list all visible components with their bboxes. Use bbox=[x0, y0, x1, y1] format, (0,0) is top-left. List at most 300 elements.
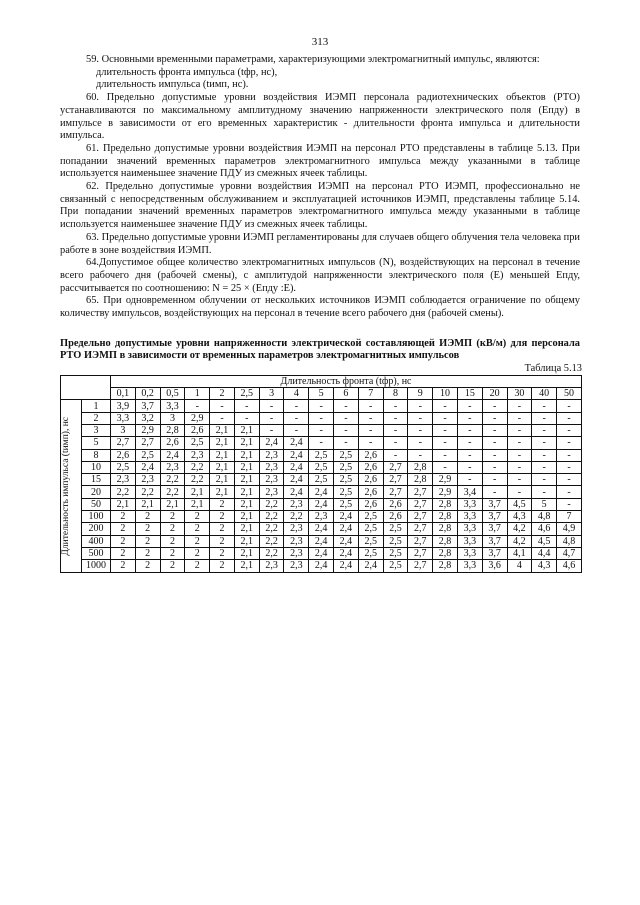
table-row bbox=[61, 424, 582, 436]
table-cell: 2,1 bbox=[111, 498, 136, 510]
table-header-row bbox=[61, 375, 582, 387]
table-cell: 2,5 bbox=[383, 547, 408, 559]
table-cell: 2,9 bbox=[433, 474, 458, 486]
table-cell: - bbox=[507, 461, 532, 473]
table-cell: 2,1 bbox=[185, 486, 210, 498]
table-cell: 4,3 bbox=[507, 511, 532, 523]
table-cell: 2 bbox=[210, 523, 235, 535]
table-row bbox=[61, 461, 582, 473]
table-cell: 2,4 bbox=[135, 461, 160, 473]
table-cell: 3,3 bbox=[457, 560, 482, 572]
front-value-header: 15 bbox=[457, 388, 482, 400]
table-cell: 2,5 bbox=[334, 486, 359, 498]
page-number: 313 bbox=[311, 36, 329, 48]
table-cell: 2 bbox=[160, 535, 185, 547]
table-cell: - bbox=[383, 424, 408, 436]
table-cell: - bbox=[532, 437, 557, 449]
table-row bbox=[61, 437, 582, 449]
table-cell: 2 bbox=[210, 511, 235, 523]
table-row bbox=[61, 498, 582, 510]
pulse-duration-value: 400 bbox=[82, 535, 111, 547]
list-item: длительность импульса (tимп, нс). bbox=[96, 79, 249, 91]
table-cell: - bbox=[557, 474, 582, 486]
table-cell: 2,7 bbox=[408, 498, 433, 510]
table-cell: 2,3 bbox=[284, 498, 309, 510]
table-cell: 4,4 bbox=[532, 547, 557, 559]
table-cell: - bbox=[408, 412, 433, 424]
table-cell: 2,6 bbox=[358, 461, 383, 473]
table-cell: 2,7 bbox=[408, 511, 433, 523]
table-cell: - bbox=[259, 400, 284, 412]
table-cell: - bbox=[408, 449, 433, 461]
table-cell: 2,4 bbox=[284, 486, 309, 498]
table-cell: 2,4 bbox=[309, 547, 334, 559]
pulse-duration-header bbox=[61, 400, 82, 572]
table-cell: - bbox=[532, 486, 557, 498]
front-value-header: 2 bbox=[210, 388, 235, 400]
table-cell: 2 bbox=[185, 560, 210, 572]
table-cell: - bbox=[482, 400, 507, 412]
table-cell: 2,1 bbox=[210, 474, 235, 486]
front-value-header: 2,5 bbox=[234, 388, 259, 400]
table-cell: 2,2 bbox=[135, 486, 160, 498]
table-cell: 2,2 bbox=[259, 535, 284, 547]
table-cell: 2,5 bbox=[383, 535, 408, 547]
table-cell: 2,3 bbox=[259, 474, 284, 486]
table-cell: 3,9 bbox=[111, 400, 136, 412]
front-value-header: 20 bbox=[482, 388, 507, 400]
table-cell: 2,1 bbox=[210, 437, 235, 449]
table-cell: - bbox=[433, 400, 458, 412]
table-cell: - bbox=[457, 437, 482, 449]
table-row bbox=[61, 511, 582, 523]
table-cell: - bbox=[557, 412, 582, 424]
table-cell: - bbox=[408, 400, 433, 412]
table-cell: 2,1 bbox=[210, 449, 235, 461]
table-cell: 2,3 bbox=[111, 474, 136, 486]
table-cell: 2,5 bbox=[185, 437, 210, 449]
table-cell: 2,4 bbox=[334, 547, 359, 559]
table-cell: 2,4 bbox=[309, 523, 334, 535]
table-cell: - bbox=[334, 412, 359, 424]
table-cell: - bbox=[482, 474, 507, 486]
table-cell: 2,1 bbox=[234, 461, 259, 473]
front-value-header: 9 bbox=[408, 388, 433, 400]
table-cell: - bbox=[284, 400, 309, 412]
table-cell: 2,8 bbox=[433, 535, 458, 547]
pulse-duration-value: 10 bbox=[82, 461, 111, 473]
table-cell: 2 bbox=[135, 535, 160, 547]
table-cell: - bbox=[532, 449, 557, 461]
table-cell: 2,5 bbox=[111, 461, 136, 473]
table-cell: - bbox=[433, 437, 458, 449]
table-cell: 2,1 bbox=[210, 461, 235, 473]
table-cell: 2,2 bbox=[284, 511, 309, 523]
table-cell: - bbox=[557, 461, 582, 473]
table-cell: 3 bbox=[160, 412, 185, 424]
table-cell: 3,2 bbox=[135, 412, 160, 424]
table-cell: 2,8 bbox=[433, 523, 458, 535]
table-cell: - bbox=[457, 400, 482, 412]
front-value-header: 40 bbox=[532, 388, 557, 400]
table-cell: - bbox=[482, 461, 507, 473]
table-cell: 2,9 bbox=[185, 412, 210, 424]
table-cell: 2,4 bbox=[309, 560, 334, 572]
front-value-header: 1 bbox=[185, 388, 210, 400]
table-cell: - bbox=[210, 412, 235, 424]
pulse-duration-value: 20 bbox=[82, 486, 111, 498]
table-cell: 2 bbox=[160, 523, 185, 535]
table-label: Таблица 5.13 bbox=[524, 362, 582, 374]
table-cell: 2,8 bbox=[160, 424, 185, 436]
table-cell: - bbox=[433, 424, 458, 436]
table-cell: 2,5 bbox=[383, 523, 408, 535]
table-cell: - bbox=[482, 424, 507, 436]
table-cell: 3,3 bbox=[457, 535, 482, 547]
table-cell: 2,7 bbox=[383, 474, 408, 486]
table-cell: - bbox=[334, 400, 359, 412]
table-cell: 2 bbox=[111, 535, 136, 547]
table-cell: 3,4 bbox=[457, 486, 482, 498]
pulse-duration-value: 8 bbox=[82, 449, 111, 461]
table-row bbox=[61, 535, 582, 547]
table-cell: 2,6 bbox=[358, 486, 383, 498]
table-cell: 2,4 bbox=[309, 486, 334, 498]
table-cell: - bbox=[482, 449, 507, 461]
pulse-duration-value: 1 bbox=[82, 400, 111, 412]
body-text bbox=[60, 54, 580, 321]
table-cell: 2,6 bbox=[185, 424, 210, 436]
table-cell: - bbox=[532, 412, 557, 424]
table-cell: 2 bbox=[135, 560, 160, 572]
table-cell: 2 bbox=[160, 511, 185, 523]
table-cell: 2,2 bbox=[259, 498, 284, 510]
table-cell: 2,2 bbox=[185, 461, 210, 473]
table-cell: 2,8 bbox=[433, 547, 458, 559]
table-cell: 2,4 bbox=[284, 461, 309, 473]
table-cell: 4,2 bbox=[507, 535, 532, 547]
table-cell: 2,9 bbox=[433, 486, 458, 498]
front-value-header: 0,5 bbox=[160, 388, 185, 400]
table-cell: 2,3 bbox=[284, 535, 309, 547]
table-cell: - bbox=[457, 412, 482, 424]
table-cell: - bbox=[358, 400, 383, 412]
table-cell: - bbox=[482, 486, 507, 498]
table-cell: 2 bbox=[210, 498, 235, 510]
table-cell: - bbox=[507, 412, 532, 424]
table-cell: 2,4 bbox=[334, 535, 359, 547]
table-cell: 2,1 bbox=[210, 486, 235, 498]
table-cell: 2,5 bbox=[358, 535, 383, 547]
table-cell: - bbox=[532, 400, 557, 412]
paragraph: 62. Предельно допустимые уровни воздействия ИЭМП на персонал РТО ИЭМП, профессионально не связанный с непосредственным обслуживанием и эксплуатацией источников ИЭМП, представлены таблице 5.14. При попадании значений временных параметров электромагнитного импульса между указанными в таблице используется наименьшее значение ПДУ из смежных ячеек таблицы. bbox=[60, 181, 580, 231]
table-cell: 2,1 bbox=[234, 437, 259, 449]
table-cell: 2,3 bbox=[259, 449, 284, 461]
table-cell: 2,1 bbox=[234, 535, 259, 547]
table-cell: 3,6 bbox=[482, 560, 507, 572]
table-cell: 2 bbox=[135, 523, 160, 535]
table-cell: 2,4 bbox=[334, 560, 359, 572]
table-cell: 2,7 bbox=[408, 486, 433, 498]
table-cell: - bbox=[334, 424, 359, 436]
table-cell: 4,2 bbox=[507, 523, 532, 535]
table-cell: - bbox=[408, 437, 433, 449]
table-cell: 2,3 bbox=[284, 547, 309, 559]
table-cell: 2,8 bbox=[433, 498, 458, 510]
table-cell: - bbox=[408, 424, 433, 436]
table-cell: - bbox=[557, 449, 582, 461]
paragraph: 59. Основными временными параметрами, характеризующими электромагнитный импульс, являются: bbox=[86, 54, 540, 65]
table-cell: - bbox=[482, 412, 507, 424]
table-cell: 2,5 bbox=[334, 474, 359, 486]
table-cell: - bbox=[557, 400, 582, 412]
table-cell: - bbox=[259, 412, 284, 424]
table-cell: 2,2 bbox=[259, 511, 284, 523]
table-cell: 3,3 bbox=[457, 523, 482, 535]
table-cell: 2,3 bbox=[284, 560, 309, 572]
table-cell: 2,1 bbox=[234, 486, 259, 498]
table-cell: 2,1 bbox=[234, 424, 259, 436]
table-cell: 2,1 bbox=[234, 511, 259, 523]
table-cell: - bbox=[507, 474, 532, 486]
table-cell: 2,4 bbox=[284, 449, 309, 461]
table-cell: 2,6 bbox=[358, 474, 383, 486]
limits-table bbox=[60, 375, 582, 573]
table-cell: 2,4 bbox=[160, 449, 185, 461]
table-cell: 2,2 bbox=[259, 547, 284, 559]
table-cell: 3,7 bbox=[482, 511, 507, 523]
table-cell: 2,5 bbox=[383, 560, 408, 572]
table-cell: 2 bbox=[210, 547, 235, 559]
table-cell: - bbox=[507, 437, 532, 449]
table-cell: - bbox=[557, 498, 582, 510]
table-cell: 2,2 bbox=[160, 474, 185, 486]
table-cell: 2,7 bbox=[408, 523, 433, 535]
table-cell: - bbox=[284, 412, 309, 424]
front-values-row bbox=[61, 388, 582, 400]
table-row bbox=[61, 560, 582, 572]
table-cell: 2,5 bbox=[358, 511, 383, 523]
table-cell: 4,1 bbox=[507, 547, 532, 559]
table-cell: 2,4 bbox=[334, 511, 359, 523]
paragraph: 60. Предельно допустимые уровни воздействия ИЭМП персонала радиотехнических объектов (РТО) устанавливаются по максимальному амплитудному значению напряженности электрического поля (Eпду) в импульсе в зависимости от его временных характеристик - длительности фронта импульса и длительности импульса. bbox=[60, 92, 580, 142]
table-cell: - bbox=[507, 400, 532, 412]
table-row bbox=[61, 523, 582, 535]
table-caption: Предельно допустимые уровни напряженности электрической составляющей ИЭМП (кВ/м) для персонала РТО ИЭМП в зависимости от временных параметров электромагнитных импульсов bbox=[60, 337, 580, 362]
table-cell: - bbox=[507, 449, 532, 461]
table-cell: 2,2 bbox=[259, 523, 284, 535]
table-cell: 2,1 bbox=[234, 523, 259, 535]
table-cell: - bbox=[383, 400, 408, 412]
table-cell: 3,3 bbox=[457, 498, 482, 510]
table-cell: 3,7 bbox=[482, 547, 507, 559]
table-cell: 2,1 bbox=[234, 547, 259, 559]
table-cell: 2 bbox=[185, 511, 210, 523]
table-cell: - bbox=[433, 449, 458, 461]
table-cell: 2,6 bbox=[358, 449, 383, 461]
table-cell: 2,7 bbox=[408, 547, 433, 559]
table-cell: 5 bbox=[532, 498, 557, 510]
table-cell: - bbox=[358, 412, 383, 424]
table-cell: 2,4 bbox=[309, 498, 334, 510]
table-cell: 3,7 bbox=[482, 498, 507, 510]
paragraph: 61. Предельно допустимые уровни воздействия ИЭМП на персонал РТО представлены в таблице 5.13. При попадании значений временных параметров электромагнитного импульса между указанными в таблице используется наименьшее значение ПДУ из смежных ячеек таблицы. bbox=[60, 142, 580, 180]
table-cell: 4,6 bbox=[557, 560, 582, 572]
front-value-header: 8 bbox=[383, 388, 408, 400]
front-value-header: 30 bbox=[507, 388, 532, 400]
paragraph: 64.Допустимое общее количество электромагнитных импульсов (N), воздействующих на персонал в течение всего рабочего дня (рабочей смены), с амплитудой напряженности электрического поля (E) меньшей Eпду, рассчитывается по соотношению: N = 25 × (Eпду :E). bbox=[60, 257, 580, 294]
table-cell: 2,6 bbox=[160, 437, 185, 449]
table-cell: - bbox=[557, 424, 582, 436]
table-cell: 2,7 bbox=[408, 560, 433, 572]
table-cell: 2,4 bbox=[309, 535, 334, 547]
table-cell: - bbox=[507, 424, 532, 436]
table-cell: - bbox=[383, 449, 408, 461]
table-cell: 2,5 bbox=[358, 523, 383, 535]
table-cell: 2 bbox=[160, 560, 185, 572]
table-cell: - bbox=[309, 412, 334, 424]
front-value-header: 7 bbox=[358, 388, 383, 400]
table-cell: 2 bbox=[111, 547, 136, 559]
table-cell: 2,5 bbox=[135, 449, 160, 461]
table-cell: 4,6 bbox=[532, 523, 557, 535]
table-cell: 3,7 bbox=[482, 523, 507, 535]
table-cell: 2,8 bbox=[408, 474, 433, 486]
table-cell: - bbox=[210, 400, 235, 412]
pulse-duration-value: 500 bbox=[82, 547, 111, 559]
table-cell: - bbox=[383, 412, 408, 424]
table-cell: 2 bbox=[160, 547, 185, 559]
table-cell: - bbox=[532, 474, 557, 486]
table-cell: 2,1 bbox=[234, 474, 259, 486]
table-cell: - bbox=[482, 437, 507, 449]
table-row bbox=[61, 474, 582, 486]
table-cell: 2,4 bbox=[334, 523, 359, 535]
table-cell: - bbox=[557, 486, 582, 498]
table-cell: - bbox=[234, 400, 259, 412]
table-cell: 2 bbox=[210, 535, 235, 547]
front-value-header: 6 bbox=[334, 388, 359, 400]
table-cell: - bbox=[457, 424, 482, 436]
table-cell: 2 bbox=[135, 511, 160, 523]
table-cell: 2,7 bbox=[135, 437, 160, 449]
table-cell: 2,5 bbox=[334, 449, 359, 461]
front-value-header: 0,2 bbox=[135, 388, 160, 400]
table-cell: 2,4 bbox=[358, 560, 383, 572]
table-cell: 3,3 bbox=[457, 511, 482, 523]
table-cell: - bbox=[309, 400, 334, 412]
pulse-duration-value: 50 bbox=[82, 498, 111, 510]
table-cell: - bbox=[457, 449, 482, 461]
table-cell: 2,1 bbox=[135, 498, 160, 510]
table-cell: 2,2 bbox=[160, 486, 185, 498]
table-cell: 2,3 bbox=[284, 523, 309, 535]
table-cell: 3,3 bbox=[160, 400, 185, 412]
table-cell: 2,7 bbox=[383, 486, 408, 498]
table-cell: 2,4 bbox=[284, 474, 309, 486]
table-cell: 2,6 bbox=[358, 498, 383, 510]
table-cell: 2,3 bbox=[259, 560, 284, 572]
table-cell: 2,3 bbox=[185, 449, 210, 461]
table-row bbox=[61, 449, 582, 461]
table-cell: 7 bbox=[557, 511, 582, 523]
table-cell: 3 bbox=[111, 424, 136, 436]
table-cell: 2,1 bbox=[185, 498, 210, 510]
table-cell: 4,7 bbox=[557, 547, 582, 559]
table-cell: - bbox=[532, 424, 557, 436]
table-cell: 2,3 bbox=[259, 486, 284, 498]
pulse-duration-value: 3 bbox=[82, 424, 111, 436]
paragraph: 65. При одновременном облучении от нескольких источников ИЭМП соблюдается ограничение по общему количеству импульсов, воздействующих на персонал в течение всего рабочего дня (рабочей смены). bbox=[60, 295, 580, 320]
table-cell: 2,3 bbox=[160, 461, 185, 473]
front-value-header: 50 bbox=[557, 388, 582, 400]
table-row bbox=[61, 547, 582, 559]
table-cell: 2,1 bbox=[234, 498, 259, 510]
table-cell: - bbox=[433, 461, 458, 473]
table-cell: - bbox=[309, 424, 334, 436]
table-cell: - bbox=[532, 461, 557, 473]
front-duration-header: Длительность фронта (tфр), нс bbox=[111, 375, 582, 387]
list-item: длительность фронта импульса (tфр, нс), bbox=[96, 66, 278, 78]
table-cell: 2,2 bbox=[111, 486, 136, 498]
table-cell: 2,4 bbox=[259, 437, 284, 449]
pulse-duration-value: 15 bbox=[82, 474, 111, 486]
table-cell: 3,7 bbox=[135, 400, 160, 412]
front-value-header: 5 bbox=[309, 388, 334, 400]
table-cell: 2,6 bbox=[383, 511, 408, 523]
pulse-duration-label: Длительность импульса (tимп), нс bbox=[61, 416, 71, 556]
table-cell: 3,7 bbox=[482, 535, 507, 547]
front-value-header: 3 bbox=[259, 388, 284, 400]
table-cell: 2 bbox=[111, 523, 136, 535]
table-cell: - bbox=[284, 424, 309, 436]
table-cell: 4,8 bbox=[532, 511, 557, 523]
table-cell: 2,7 bbox=[408, 535, 433, 547]
table-cell: 4,5 bbox=[507, 498, 532, 510]
table-corner-cell bbox=[61, 375, 111, 400]
table-cell: 2 bbox=[185, 523, 210, 535]
table-cell: - bbox=[358, 437, 383, 449]
table-cell: 2,7 bbox=[383, 461, 408, 473]
table-cell: 2,5 bbox=[334, 461, 359, 473]
table-cell: - bbox=[234, 412, 259, 424]
table-cell: 4,5 bbox=[532, 535, 557, 547]
table-cell: - bbox=[507, 486, 532, 498]
table-cell: 4,9 bbox=[557, 523, 582, 535]
table-cell: 2,8 bbox=[433, 511, 458, 523]
paragraph: 63. Предельно допустимые уровни ИЭМП регламентированы для случаев общего облучения тела человека при работе в зоне воздействия ИЭМП. bbox=[60, 231, 580, 256]
table-cell: - bbox=[259, 424, 284, 436]
table-cell: 2,1 bbox=[160, 498, 185, 510]
table-cell: 2,6 bbox=[111, 449, 136, 461]
table-cell: - bbox=[457, 461, 482, 473]
table-cell: 2 bbox=[111, 560, 136, 572]
table-cell: 2 bbox=[111, 511, 136, 523]
table-cell: 2,5 bbox=[358, 547, 383, 559]
table-cell: 2,8 bbox=[433, 560, 458, 572]
table-cell: 4,3 bbox=[532, 560, 557, 572]
table-cell: 2,9 bbox=[135, 424, 160, 436]
table-cell: 2,6 bbox=[383, 498, 408, 510]
table-cell: 2,3 bbox=[259, 461, 284, 473]
table-cell: 2,5 bbox=[309, 449, 334, 461]
table-cell: 2,5 bbox=[334, 498, 359, 510]
table-cell: 2,1 bbox=[234, 449, 259, 461]
table-cell: - bbox=[309, 437, 334, 449]
table-cell: - bbox=[358, 424, 383, 436]
table-cell: - bbox=[433, 412, 458, 424]
table-cell: - bbox=[383, 437, 408, 449]
